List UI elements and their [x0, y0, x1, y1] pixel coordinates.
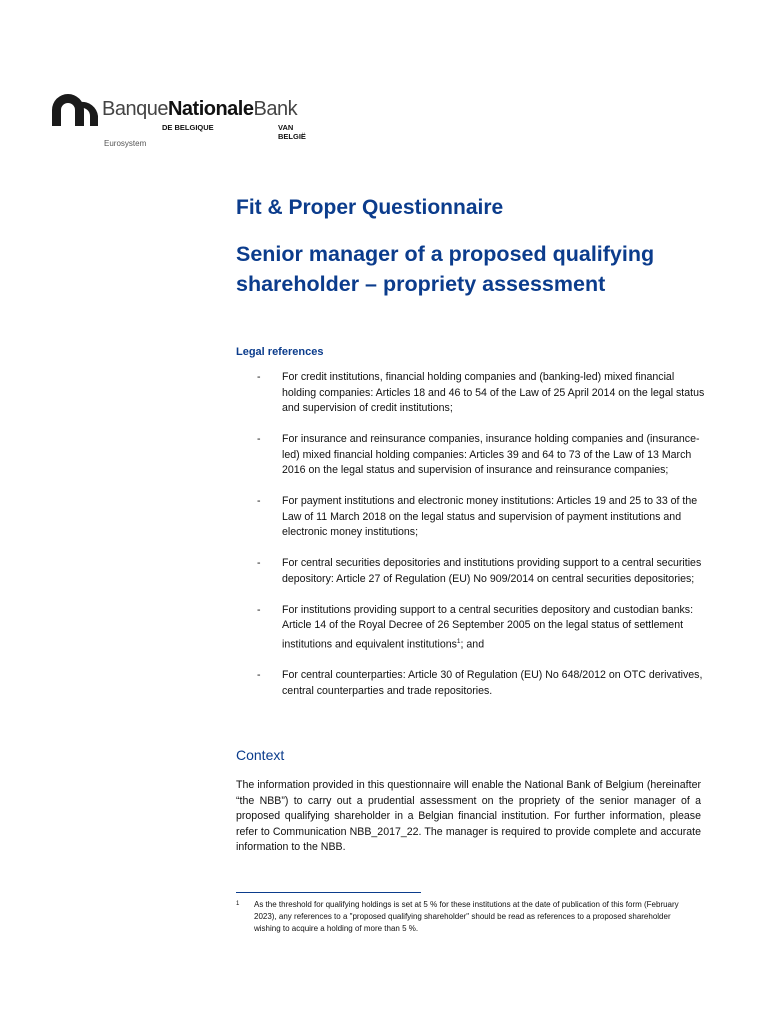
logo-wordmark [102, 98, 297, 121]
logo-sub-fr: DE BELGIQUE [162, 123, 214, 132]
logo-word-bank: Bank [253, 98, 298, 120]
footnote [236, 899, 696, 935]
list-item-tail: ; and [460, 638, 485, 651]
legal-references-heading: Legal references [236, 346, 324, 358]
footnote-text: As the threshold for qualifying holdings is set at 5 % for these institutions at the date of publication of this form (February 2023), any references to a "proposed qualifying shareholder" should be read as references to a proposed shareholder wishing to acquire a holding of more than 5 %. [254, 900, 679, 933]
footnote-divider [236, 892, 421, 893]
list-item [236, 432, 706, 479]
footnote-number: 1 [236, 901, 240, 907]
list-item [236, 494, 706, 541]
logo-sub-nl: VAN BELGIË [278, 123, 306, 141]
list-dash: - [257, 371, 261, 383]
list-item [236, 370, 706, 417]
context-heading: Context [236, 747, 285, 763]
list-item [236, 556, 706, 587]
list-dash: - [257, 433, 261, 445]
list-item-text: For payment institutions and electronic money institutions: Articles 19 and 25 to 33 of the Law of 11 March 2018 on the legal status and supervision of payment institutions and electronic money institutions; [282, 495, 698, 538]
list-dash: - [257, 603, 261, 616]
page-title: Fit & Proper Questionnaire [236, 196, 504, 219]
list-item [236, 668, 706, 699]
list-item-text: For credit institutions, financial holding companies and (banking-led) mixed financial holding companies: Articles 18 and 46 to 54 of the Law of 25 April 2014 on the legal status and supervision of credit institutions; [282, 371, 705, 414]
nbb-logo [50, 92, 320, 152]
list-item-text: For insurance and reinsurance companies, insurance holding companies and (insurance-led) mixed financial holding companies: Articles 39 and 64 to 73 of the Law of 13 March 2016 on the legal status and supervision of insurance and reinsurance companies; [282, 433, 700, 476]
list-item-text: For central counterparties: Article 30 of Regulation (EU) No 648/2012 on OTC derivatives, central counterparties and trade repositories. [282, 669, 703, 697]
list-item-text: For central securities depositories and institutions providing support to a central securities depository: Article 27 of Regulation (EU) No 909/2014 on central securities depositories; [282, 557, 702, 585]
page-subtitle: Senior manager of a proposed qualifying shareholder – propriety assessment [236, 242, 655, 296]
list-item [236, 603, 706, 653]
list-dash: - [257, 557, 261, 569]
logo-word-nationale: Nationale [167, 98, 254, 120]
context-paragraph: The information provided in this questionnaire will enable the National Bank of Belgium (hereinafter “the NBB”) to carry out a prudential assessment on the propriety of the senior manager of a proposed qualifying shareholder in a Belgian financial institution. For further information, please refer to Communication NBB_2017_22. The manager is required to provide complete and accurate information to the NBB. [236, 779, 701, 853]
list-dash: - [257, 669, 261, 682]
nbb-logo-mark-icon [50, 92, 100, 128]
legal-references-list [236, 370, 706, 715]
eurosystem-label: Eurosystem [104, 139, 147, 148]
list-item-text: For institutions providing support to a central securities depository and custodian banks: Article 14 of the Royal Decree of 26 September 2005 on the legal status of settlement institutions and equivalent institutions [282, 603, 694, 651]
footnote-reference[interactable]: 1 [456, 637, 461, 645]
logo-word-banque: Banque [102, 98, 168, 120]
list-dash: - [257, 495, 261, 507]
